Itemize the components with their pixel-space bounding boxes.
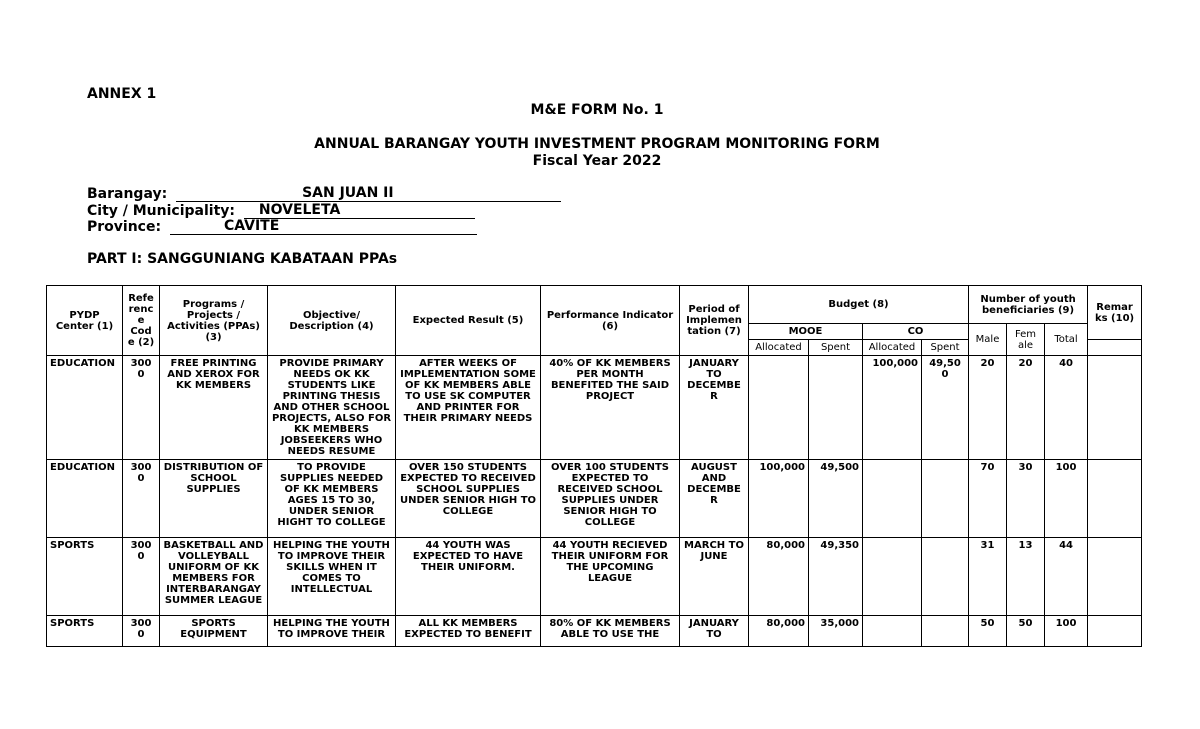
cell-objective: TO PROVIDE SUPPLIES NEEDED OF KK MEMBERS AGES 15 TO 30, UNDER SENIOR HIGHT TO COLLEGE [268, 460, 396, 538]
col-pydp-center: PYDP Center (1) [47, 286, 123, 356]
col-mooe-spent: Spent [809, 340, 863, 356]
col-male: Male [969, 324, 1007, 356]
cell-mooe-allocated: 100,000 [749, 460, 809, 538]
cell-program: BASKETBALL AND VOLLEYBALL UNIFORM OF KK MEMBERS FOR INTERBARANGAY SUMMER LEAGUE [160, 538, 268, 616]
cell-female: 50 [1007, 616, 1045, 647]
col-remarks: Remar ks (10) [1088, 286, 1142, 340]
province-value: CAVITE [223, 218, 280, 234]
cell-total: 40 [1045, 356, 1088, 460]
barangay-line [87, 185, 561, 202]
cell-co-allocated [863, 460, 922, 538]
city-label: City / Municipality: [87, 203, 235, 219]
form-number: M&E FORM No. 1 [530, 102, 664, 118]
cell-co-spent [922, 460, 969, 538]
cell-female: 13 [1007, 538, 1045, 616]
cell-center: SPORTS [47, 616, 123, 647]
cell-indicator: 44 YOUTH RECIEVED THEIR UNIFORM FOR THE UPCOMING LEAGUE [541, 538, 680, 616]
col-mooe: MOOE [749, 324, 863, 340]
cell-ref: 300 0 [123, 356, 160, 460]
cell-remarks [1088, 616, 1142, 647]
ppa-table [46, 285, 1142, 647]
col-budget: Budget (8) [749, 286, 969, 324]
col-co: CO [863, 324, 969, 340]
city-line [87, 202, 475, 219]
cell-period: JANUARY TO [680, 616, 749, 647]
cell-objective: HELPING THE YOUTH TO IMPROVE THEIR [268, 616, 396, 647]
col-mooe-allocated: Allocated [749, 340, 809, 356]
cell-mooe-allocated: 80,000 [749, 538, 809, 616]
cell-mooe-allocated: 80,000 [749, 616, 809, 647]
cell-mooe-spent: 49,500 [809, 460, 863, 538]
cell-indicator: 40% OF KK MEMBERS PER MONTH BENEFITED THE SAID PROJECT [541, 356, 680, 460]
cell-co-allocated [863, 538, 922, 616]
cell-co-spent [922, 616, 969, 647]
table-row [47, 538, 1142, 616]
cell-period: AUGUST AND DECEMBE R [680, 460, 749, 538]
table-row [47, 460, 1142, 538]
city-field [244, 202, 475, 219]
city-value: NOVELETA [258, 202, 341, 218]
cell-center: EDUCATION [47, 460, 123, 538]
cell-mooe-allocated [749, 356, 809, 460]
cell-expected: AFTER WEEKS OF IMPLEMENTATION SOME OF KK MEMBERS ABLE TO USE SK COMPUTER AND PRINTER FOR THEIR PRIMARY NEEDS [396, 356, 541, 460]
col-performance-indicator: Performance Indicator (6) [541, 286, 680, 356]
cell-indicator: 80% OF KK MEMBERS ABLE TO USE THE [541, 616, 680, 647]
cell-remarks [1088, 460, 1142, 538]
cell-program: SPORTS EQUIPMENT [160, 616, 268, 647]
col-total: Total [1045, 324, 1088, 356]
cell-program: DISTRIBUTION OF SCHOOL SUPPLIES [160, 460, 268, 538]
cell-expected: ALL KK MEMBERS EXPECTED TO BENEFIT [396, 616, 541, 647]
cell-female: 20 [1007, 356, 1045, 460]
col-objective: Objective/ Description (4) [268, 286, 396, 356]
cell-mooe-spent: 49,350 [809, 538, 863, 616]
cell-expected: OVER 150 STUDENTS EXPECTED TO RECEIVED SCHOOL SUPPLIES UNDER SENIOR HIGH TO COLLEGE [396, 460, 541, 538]
cell-male: 50 [969, 616, 1007, 647]
cell-expected: 44 YOUTH WAS EXPECTED TO HAVE THEIR UNIFORM. [396, 538, 541, 616]
cell-male: 70 [969, 460, 1007, 538]
cell-period: JANUARY TO DECEMBE R [680, 356, 749, 460]
col-programs: Programs / Projects / Activities (PPAs) (3) [160, 286, 268, 356]
table-row [47, 616, 1142, 647]
cell-co-spent [922, 538, 969, 616]
province-line [87, 218, 477, 235]
cell-male: 20 [969, 356, 1007, 460]
cell-remarks [1088, 356, 1142, 460]
cell-center: EDUCATION [47, 356, 123, 460]
cell-ref: 300 0 [123, 538, 160, 616]
col-female: Fem ale [1007, 324, 1045, 356]
form-title: ANNUAL BARANGAY YOUTH INVESTMENT PROGRAM MONITORING FORM [314, 136, 880, 152]
cell-indicator: OVER 100 STUDENTS EXPECTED TO RECEIVED SCHOOL SUPPLIES UNDER SENIOR HIGH TO COLLEGE [541, 460, 680, 538]
cell-mooe-spent: 35,000 [809, 616, 863, 647]
cell-ref: 300 0 [123, 616, 160, 647]
table-row [47, 356, 1142, 460]
col-beneficiaries: Number of youth beneficiaries (9) [969, 286, 1088, 324]
cell-ref: 300 0 [123, 460, 160, 538]
part-title: PART I: SANGGUNIANG KABATAAN PPAs [87, 251, 398, 267]
col-co-spent: Spent [922, 340, 969, 356]
province-label: Province: [87, 219, 162, 235]
cell-co-spent: 49,50 0 [922, 356, 969, 460]
col-remarks-blank [1088, 340, 1142, 356]
province-field [170, 218, 477, 235]
col-co-allocated: Allocated [863, 340, 922, 356]
cell-total: 100 [1045, 460, 1088, 538]
cell-total: 44 [1045, 538, 1088, 616]
barangay-field [176, 185, 561, 202]
cell-mooe-spent [809, 356, 863, 460]
cell-center: SPORTS [47, 538, 123, 616]
cell-female: 30 [1007, 460, 1045, 538]
barangay-label: Barangay: [87, 186, 168, 202]
cell-objective: PROVIDE PRIMARY NEEDS OK KK STUDENTS LIKE PRINTING THESIS AND OTHER SCHOOL PROJECTS, ALSO FOR KK MEMBERS JOBSEEKERS WHO NEEDS RESUME [268, 356, 396, 460]
cell-co-allocated [863, 616, 922, 647]
cell-total: 100 [1045, 616, 1088, 647]
cell-period: MARCH TO JUNE [680, 538, 749, 616]
col-period: Period of Implemen tation (7) [680, 286, 749, 356]
cell-remarks [1088, 538, 1142, 616]
col-reference-code: Refe renc e Cod e (2) [123, 286, 160, 356]
col-expected-result: Expected Result (5) [396, 286, 541, 356]
cell-program: FREE PRINTING AND XEROX FOR KK MEMBERS [160, 356, 268, 460]
fiscal-year: Fiscal Year 2022 [532, 153, 662, 169]
cell-male: 31 [969, 538, 1007, 616]
cell-objective: HELPING THE YOUTH TO IMPROVE THEIR SKILLS WHEN IT COMES TO INTELLECTUAL [268, 538, 396, 616]
cell-co-allocated: 100,000 [863, 356, 922, 460]
annex-label: ANNEX 1 [87, 86, 157, 102]
barangay-value: SAN JUAN II [302, 185, 394, 201]
